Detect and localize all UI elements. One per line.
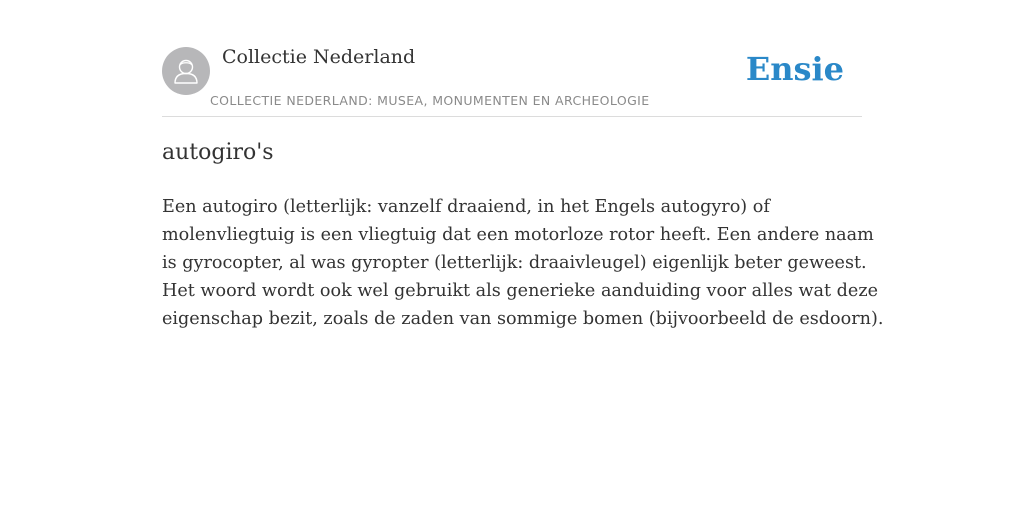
author-name[interactable]: Collectie Nederland xyxy=(222,46,416,68)
body-line: molenvliegtuig is een vliegtuig dat een motorloze rotor heeft. Een andere naam xyxy=(162,225,874,245)
user-silhouette-icon xyxy=(162,47,210,95)
article-body xyxy=(162,193,882,333)
brand-logo[interactable]: Ensie xyxy=(745,50,844,88)
source-label[interactable]: COLLECTIE NEDERLAND: MUSEA, MONUMENTEN EN ARCHEOLOGIE xyxy=(210,93,650,108)
body-line: eigenschap bezit, zoals de zaden van sommige bomen (bijvoorbeeld de esdoorn). xyxy=(162,309,884,329)
body-line: is gyrocopter, al was gyropter (letterlijk: draaivleugel) eigenlijk beter geweest. xyxy=(162,253,867,273)
header xyxy=(162,40,862,117)
avatar[interactable] xyxy=(162,47,210,95)
page-title: autogiro's xyxy=(162,140,274,165)
body-line: Het woord wordt ook wel gebruikt als generieke aanduiding voor alles wat deze xyxy=(162,281,879,301)
body-line: Een autogiro (letterlijk: vanzelf draaiend, in het Engels autogyro) of xyxy=(162,197,770,217)
